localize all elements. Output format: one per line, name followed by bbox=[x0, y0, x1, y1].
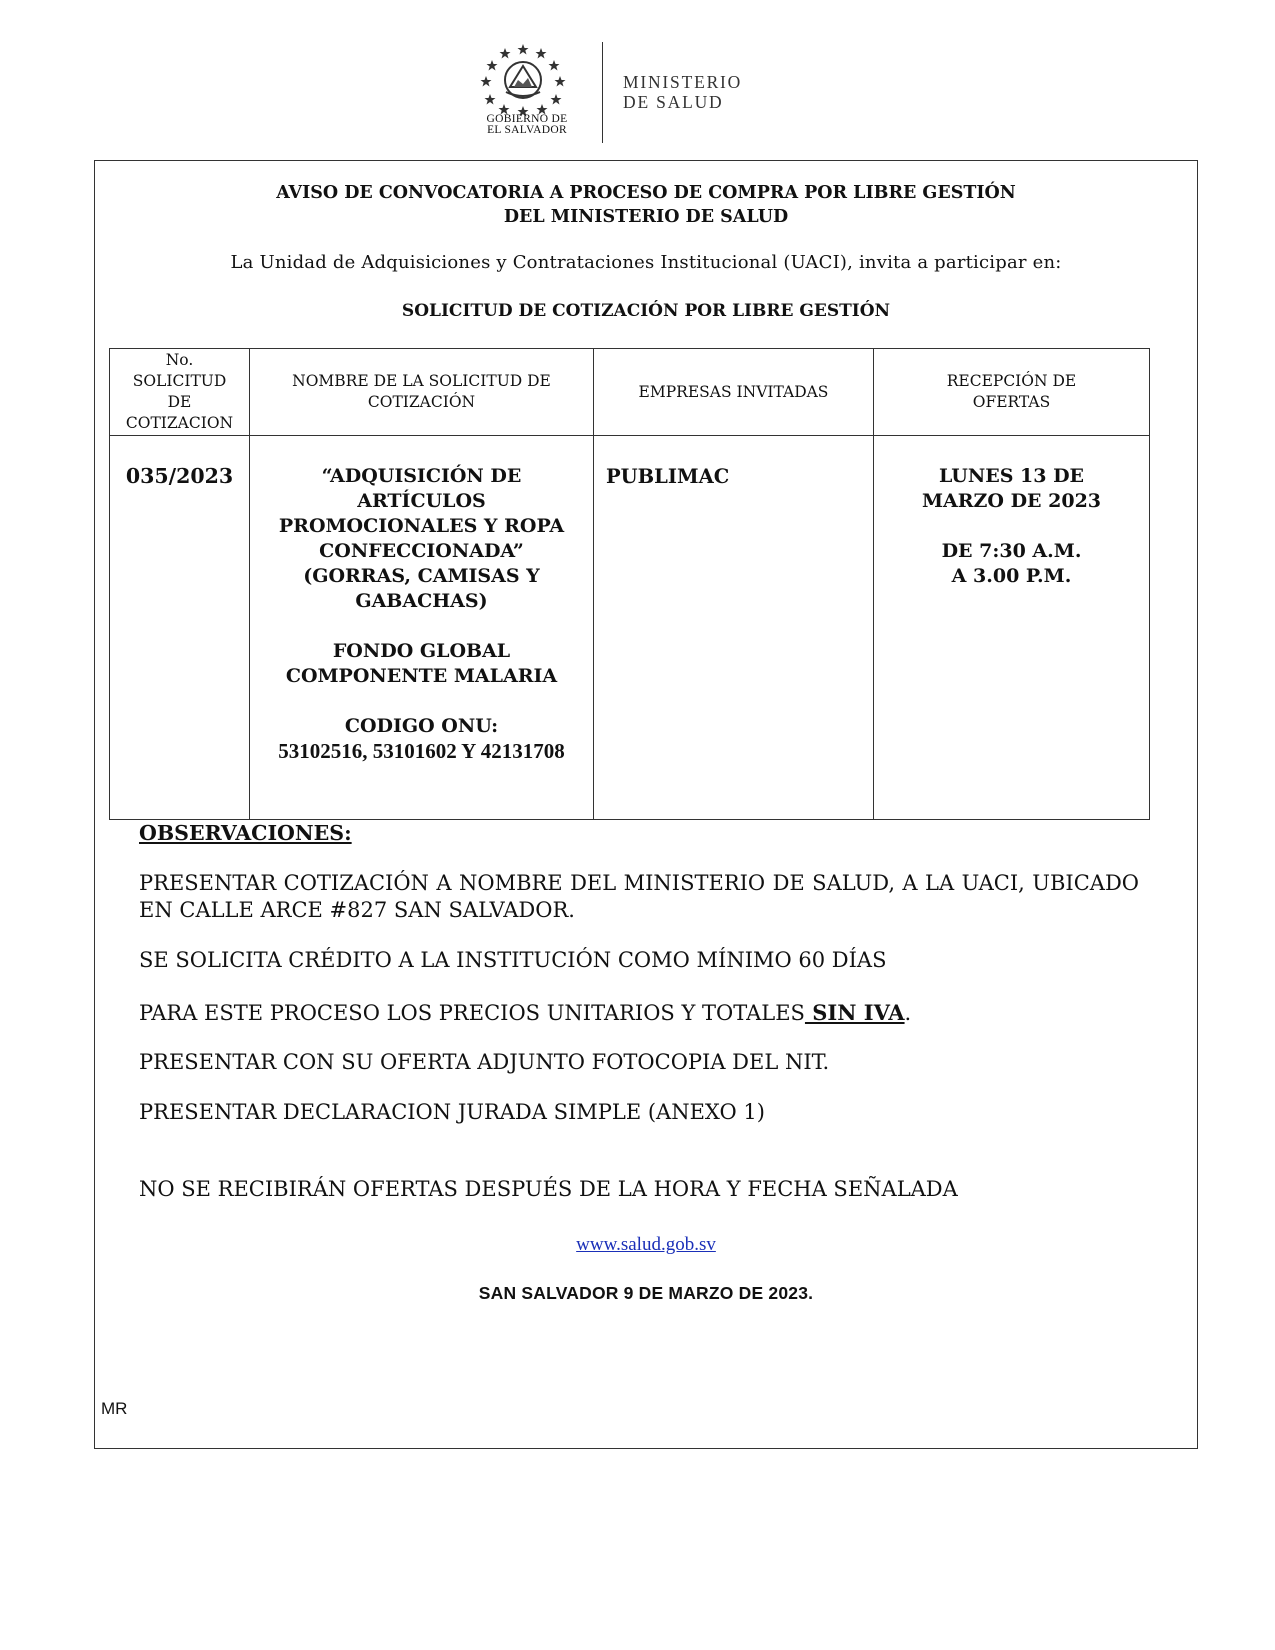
intro-text: La Unidad de Adquisiciones y Contrataciones Institucional (UACI), invita a participar en: bbox=[230, 252, 1062, 273]
observation-item-3 bbox=[139, 999, 1139, 1027]
ministry-line-1: MINISTERIO bbox=[623, 72, 743, 92]
request-name-line: ARTÍCULOS bbox=[357, 490, 486, 512]
title-line-2: DEL MINISTERIO DE SALUD bbox=[503, 207, 789, 227]
request-name-line: CONFECCIONADA” bbox=[319, 540, 524, 562]
onu-codes: 53102516, 53101602 Y 42131708 bbox=[278, 739, 565, 763]
issue-date: SAN SALVADOR 9 DE MARZO DE 2023. bbox=[478, 1283, 814, 1303]
gob-line-1: GOBIERNO DE bbox=[486, 113, 568, 125]
fund-line: FONDO GLOBAL bbox=[332, 640, 511, 662]
website-link[interactable]: www.salud.gob.sv bbox=[576, 1234, 716, 1255]
header-text: RECEPCIÓN DE bbox=[946, 372, 1077, 390]
observation-item-5: PRESENTAR DECLARACION JURADA SIMPLE (ANEXO 1) bbox=[139, 1100, 765, 1124]
table-row bbox=[110, 436, 1150, 820]
observation-item-1: PRESENTAR COTIZACIÓN A NOMBRE DEL MINISTERIO DE SALUD, A LA UACI, UBICADO EN CALLE ARCE #827 SAN SALVADOR. bbox=[139, 871, 1139, 922]
header-text: NOMBRE DE LA SOLICITUD DE bbox=[292, 372, 551, 390]
header-invited-companies: EMPRESAS INVITADAS bbox=[594, 349, 874, 436]
observation-item-4: PRESENTAR CON SU OFERTA ADJUNTO FOTOCOPIA DEL NIT. bbox=[139, 1050, 830, 1074]
gob-line-2: EL SALVADOR bbox=[487, 124, 567, 136]
header-text: COTIZACIÓN bbox=[367, 393, 476, 411]
author-initials: MR bbox=[101, 1399, 128, 1418]
reception-date-line: LUNES 13 DE bbox=[938, 465, 1085, 487]
header-text: No. bbox=[165, 351, 194, 369]
header-offer-reception bbox=[874, 349, 1150, 436]
request-name-cell bbox=[250, 436, 594, 820]
fund-line: COMPONENTE MALARIA bbox=[285, 665, 558, 687]
request-name-line: (GORRAS, CAMISAS Y bbox=[303, 565, 540, 587]
header-text: COTIZACION bbox=[125, 414, 234, 432]
offer-reception-cell bbox=[874, 436, 1150, 820]
header-request-name bbox=[250, 349, 594, 436]
header-request-number bbox=[110, 349, 250, 436]
header-text: SOLICITUD bbox=[132, 372, 227, 390]
government-wordmark bbox=[468, 114, 586, 136]
observations-heading: OBSERVACIONES: bbox=[139, 821, 352, 845]
request-name-line: PROMOCIONALES Y ROPA bbox=[278, 515, 565, 537]
reception-time-line: DE 7:30 A.M. bbox=[941, 540, 1082, 562]
notice-frame bbox=[94, 160, 1198, 1449]
notice-subtitle: SOLICITUD DE COTIZACIÓN POR LIBRE GESTIÓN bbox=[401, 301, 891, 321]
header-text: OFERTAS bbox=[972, 393, 1051, 411]
observation-item-2: SE SOLICITA CRÉDITO A LA INSTITUCIÓN COMO MÍNIMO 60 DÍAS bbox=[139, 948, 887, 972]
notice-title bbox=[95, 181, 1197, 229]
logo-divider bbox=[602, 42, 603, 143]
reception-time-line: A 3.00 P.M. bbox=[951, 565, 1072, 587]
request-number-cell: 035/2023 bbox=[110, 436, 250, 820]
observation-item-3-text: PARA ESTE PROCESO LOS PRECIOS UNITARIOS Y TOTALES bbox=[139, 1001, 805, 1025]
ministry-logo bbox=[468, 42, 798, 147]
table-header-row bbox=[110, 349, 1150, 436]
observation-item-3-suffix: . bbox=[904, 1001, 912, 1025]
title-line-1: AVISO DE CONVOCATORIA A PROCESO DE COMPRA POR LIBRE GESTIÓN bbox=[276, 183, 1016, 203]
quotation-table bbox=[109, 348, 1150, 820]
reception-date-line: MARZO DE 2023 bbox=[921, 490, 1102, 512]
header-text: DE bbox=[167, 393, 192, 411]
sin-iva-emphasis: SIN IVA bbox=[804, 1000, 905, 1025]
observation-item-6: NO SE RECIBIRÁN OFERTAS DESPUÉS DE LA HORA Y FECHA SEÑALADA bbox=[139, 1177, 958, 1201]
request-name-line: GABACHAS) bbox=[355, 590, 488, 612]
ministry-line-2: DE SALUD bbox=[623, 92, 724, 112]
invited-company-cell: PUBLIMAC bbox=[594, 436, 874, 820]
ministry-wordmark bbox=[623, 72, 742, 112]
onu-code-label: CODIGO ONU: bbox=[344, 715, 499, 737]
request-name-line: “ADQUISICIÓN DE bbox=[321, 465, 522, 487]
